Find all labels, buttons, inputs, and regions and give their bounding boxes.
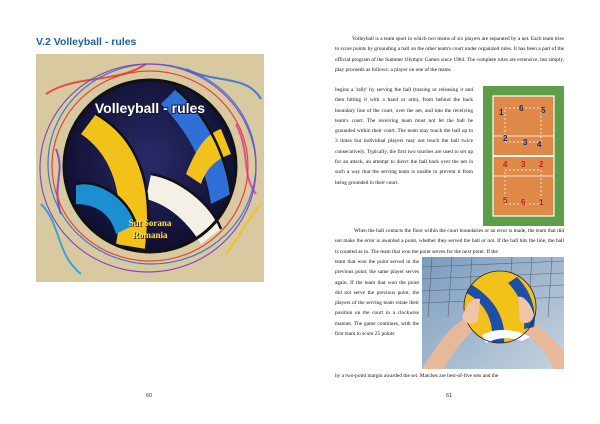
court-position: 6 <box>521 198 526 207</box>
cover-country: Romania <box>132 230 168 240</box>
court-position: 5 <box>503 196 508 205</box>
volleyball-illustration <box>36 54 264 282</box>
court-position: 2 <box>539 160 544 169</box>
cover-author: Sut Sorana <box>128 218 172 228</box>
court-position: 4 <box>537 140 542 149</box>
paragraph: team that won the point served in the previous point, the same player serves again. If the team that won the point did not serve the previous point, the players of the serving team rotate their position on the court in a clockwise manner. The game continues, with the first team to score 25 points <box>335 259 419 338</box>
page-number: 61 <box>446 393 453 399</box>
court-position: 1 <box>539 198 544 207</box>
paragraph: Volleyball is a team sport in which two teams of six players are separated by a net. Each team tries to score points by grounding a ball on the other team's court under organized rules. It has been a part of the official program of the Summer Olympic Games since 1964. The complete rules are extensive, but simply, play proceeds as follows: a player on one of the teams <box>335 36 564 73</box>
volleyball-photo <box>422 257 564 369</box>
paragraph: When the ball contacts the floor within the court boundaries or an error is made, the team that did not make the error is awarded a point, whether they served the ball or not. If the ball hits the line, the ball is counted as in. The team that won the point serves for the next point. If the <box>335 228 564 255</box>
court-rotation-diagram <box>483 86 564 226</box>
court-position: 2 <box>503 134 508 143</box>
page-number: 60 <box>146 393 153 399</box>
court-position: 5 <box>541 106 546 115</box>
paragraph: by a two-point margin awarded the set. Matches are best-of-five sets and the <box>335 373 499 379</box>
court-position: 1 <box>499 108 504 117</box>
court-position: 3 <box>521 160 526 169</box>
court-position: 6 <box>519 104 524 113</box>
right-page <box>300 0 600 424</box>
court-position: 4 <box>503 160 508 169</box>
book-cover-image <box>36 54 264 282</box>
section-title: V.2 Volleyball - rules <box>36 36 137 48</box>
paragraph: begins a 'rally' by serving the ball (tossing or releasing it and then hitting it with a hand or arm), from behind the back boundary line of the court, over the net, and into the receiving team's court. The receiving team must not let the ball be grounded within their court. The team may touch the ball up to 3 times but individual players may not touch the ball twice consecutively. Typically, the first two touches are used to set up for an attack, an attempt to direct the ball back over the net in such a way that the serving team is unable to prevent it from being grounded in their court. <box>335 87 473 186</box>
court-position: 3 <box>523 138 528 147</box>
cover-title: Volleyball - rules <box>94 100 206 116</box>
